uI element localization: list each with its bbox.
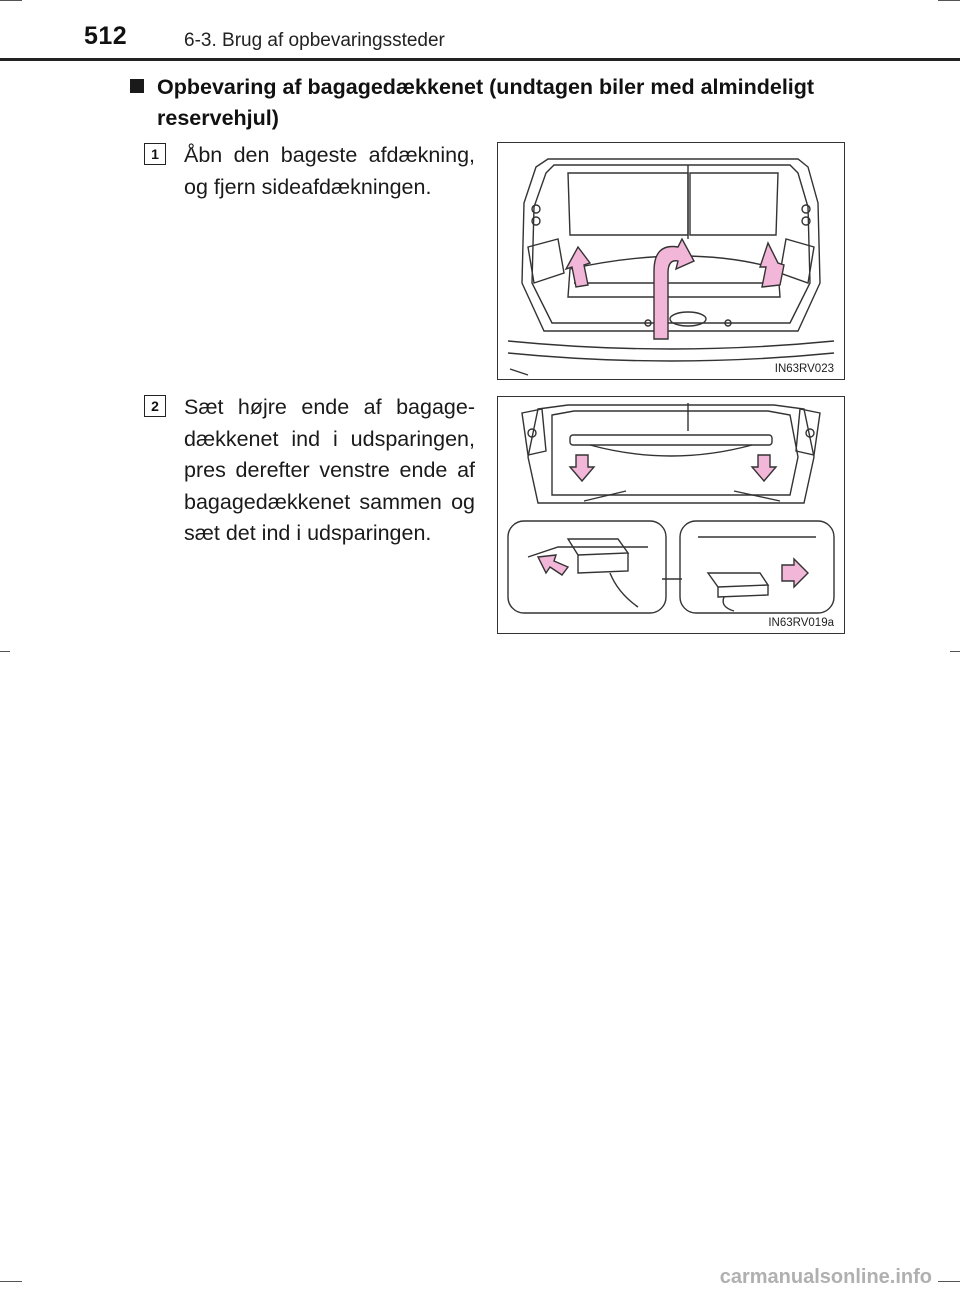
figure-open-rear-cover	[497, 142, 845, 380]
step-1-text: Åbn den bageste afdækning, og fjern sideafdækningen.	[184, 143, 475, 199]
crop-mark	[0, 1281, 22, 1282]
page-header	[0, 0, 960, 60]
crop-mark	[950, 651, 960, 652]
step-2-text: Sæt højre ende af bagage-dækkenet ind i udsparingen, pres derefter venstre ende af bagagedækkenet sammen og sæt det ind i udsparingen.	[184, 395, 475, 545]
step-number-1: 1	[144, 143, 166, 165]
section-title: 6-3. Brug af opbevaringssteder	[184, 30, 445, 51]
step-number-2: 2	[144, 395, 166, 417]
figure-code: IN63RV023	[774, 363, 834, 375]
square-bullet-icon	[130, 79, 144, 93]
page-number: 512	[84, 22, 128, 50]
cover-installation-illustration	[498, 397, 844, 633]
figure-install-cover	[497, 396, 845, 634]
crop-mark	[938, 1281, 960, 1282]
heading-line-1: Opbevaring af bagagedækkenet (undtagen biler med almindeligt	[157, 75, 815, 99]
heading-line-2: reservehjul)	[157, 106, 279, 130]
watermark: carmanualsonline.info	[719, 1266, 932, 1288]
figure-code: IN63RV019a	[768, 617, 834, 629]
cargo-area-illustration	[498, 143, 844, 379]
header-rule	[0, 58, 960, 61]
crop-mark	[0, 651, 10, 652]
subsection-heading	[130, 72, 846, 134]
